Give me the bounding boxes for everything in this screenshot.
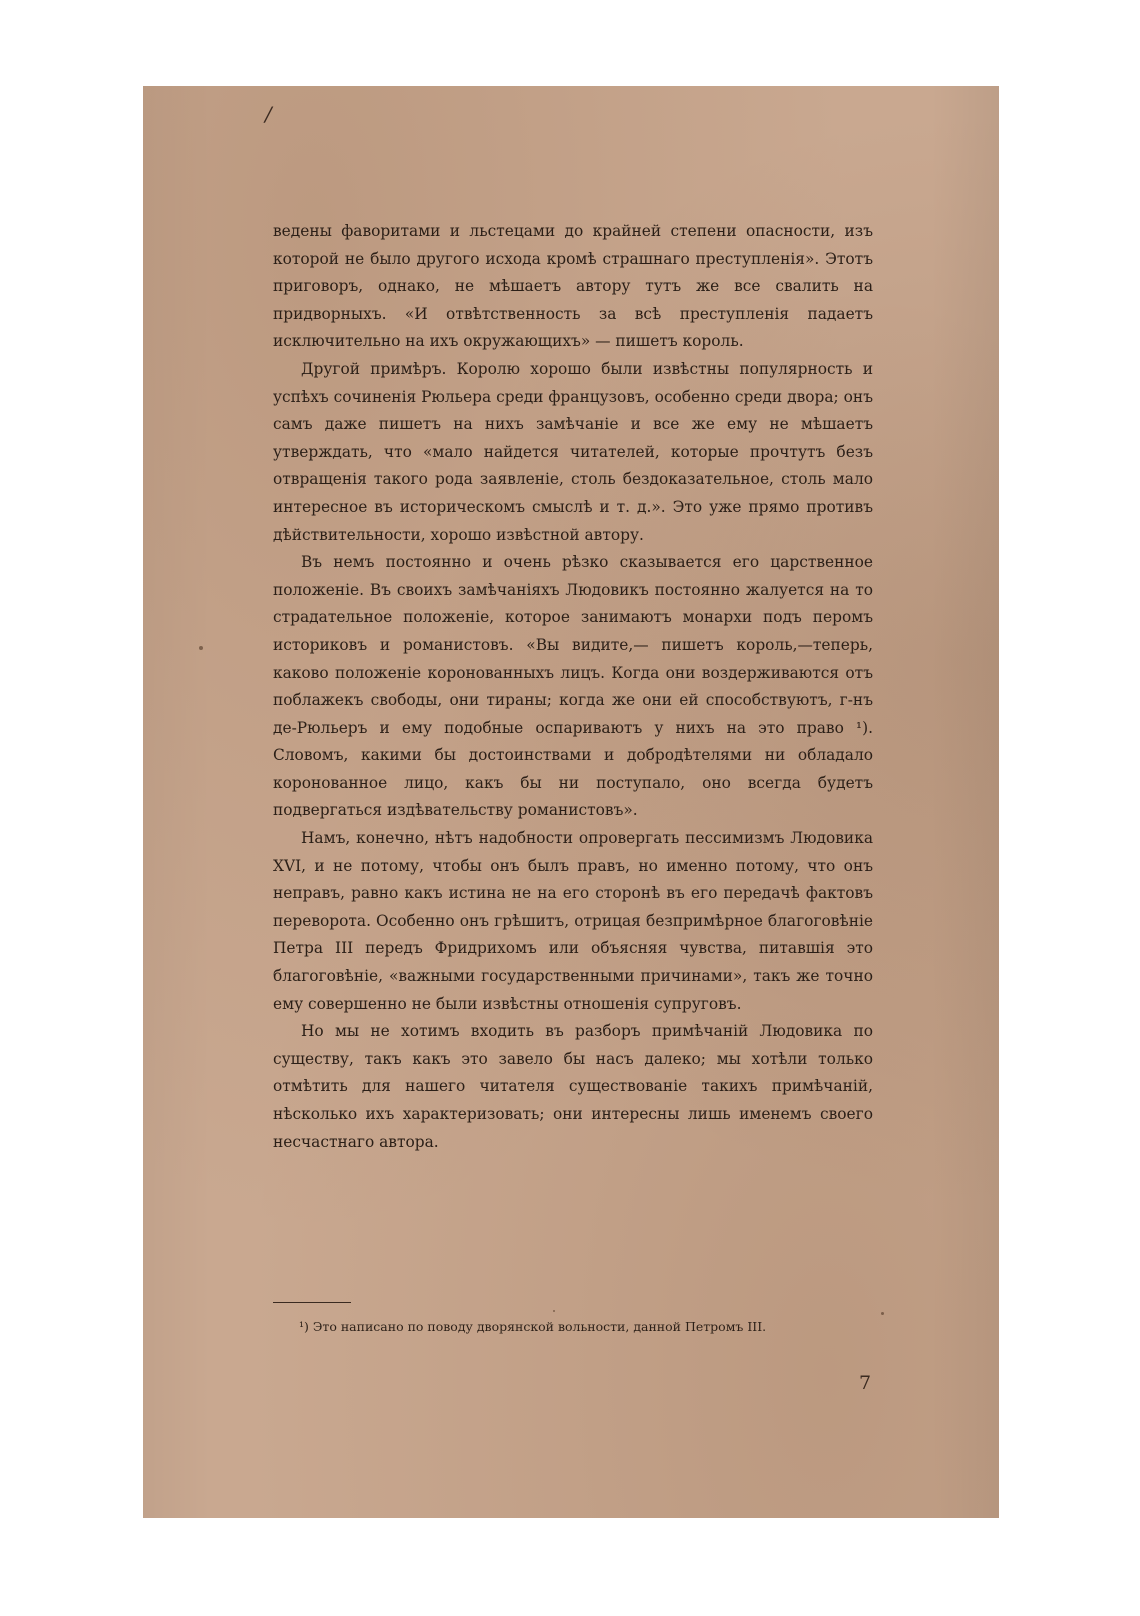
paragraph-2: Другой примѣръ. Королю хорошо были извѣстны популярность и успѣхъ сочиненія Рюльера среди французовъ, особенно среди двора; онъ самъ даже пишетъ на нихъ замѣчаніе и все же ему не мѣшаетъ утверждать, что «мало найдется читателей, которые прочтутъ безъ отвращенія такого рода заявленіе, столь бездоказательное, столь мало интересное въ историческомъ смыслѣ и т. д.». Это уже прямо противъ дѣйствительности, хорошо извѣстной автору.	[273, 359, 873, 544]
paper-speck	[881, 1312, 884, 1315]
footnote: ¹) Это написано по поводу дворянской вольности, данной Петромъ III.	[299, 1319, 767, 1334]
body-text	[273, 218, 873, 1156]
page-mark: /	[265, 102, 272, 126]
book-page	[143, 86, 999, 1518]
paragraph-1: ведены фаворитами и льстецами до крайней степени опасности, изъ которой не было другого исхода кромѣ страшнаго преступленія». Этотъ приговоръ, однако, не мѣшаетъ автору тутъ же все свалить на придворныхъ. «И отвѣтственность за всѣ преступленія падаетъ исключительно на ихъ окружающихъ» — пишетъ король.	[273, 222, 873, 351]
paragraph-3: Въ немъ постоянно и очень рѣзко сказывается его царственное положеніе. Въ своихъ замѣчаніяхъ Людовикъ постоянно жалуется на то страдательное положеніе, которое занимаютъ монархи подъ перомъ историковъ и романистовъ. «Вы видите,— пишетъ король,—теперь, каково положеніе коронованныхъ лицъ. Когда они воздерживаются отъ поблажекъ свободы, они тираны; когда же они ей способствуютъ, г-нъ де-Рюльеръ и ему подобные оспариваютъ у нихъ на это право ¹). Словомъ, какими бы достоинствами и добродѣтелями ни обладало коронованное лицо, какъ бы ни поступало, оно всегда будетъ подвергаться издѣвательству романистовъ».	[273, 553, 873, 820]
paper-speck	[199, 646, 203, 650]
footnote-divider	[273, 1302, 351, 1303]
paper-speck	[553, 1310, 555, 1312]
paragraph-4: Намъ, конечно, нѣтъ надобности опровергать пессимизмъ Людовика XVI, и не потому, чтобы онъ былъ правъ, но именно потому, что онъ неправъ, равно какъ истина не на его сторонѣ въ его передачѣ фактовъ переворота. Особенно онъ грѣшитъ, отрицая безпримѣрное благоговѣніе Петра III передъ Фридрихомъ или объясняя чувства, питавшія это благоговѣніе, «важными государственными причинами», такъ же точно ему совершенно не были извѣстны отношенія супруговъ.	[273, 829, 873, 1013]
page-number: 7	[859, 1372, 872, 1394]
paragraph-5: Но мы не хотимъ входить въ разборъ примѣчаній Людовика по существу, такъ какъ это завело бы насъ далеко; мы хотѣли только отмѣтить для нашего читателя существованіе такихъ примѣчаній, нѣсколько ихъ характеризовать; они интересны лишь именемъ своего несчастнаго автора.	[273, 1022, 873, 1151]
